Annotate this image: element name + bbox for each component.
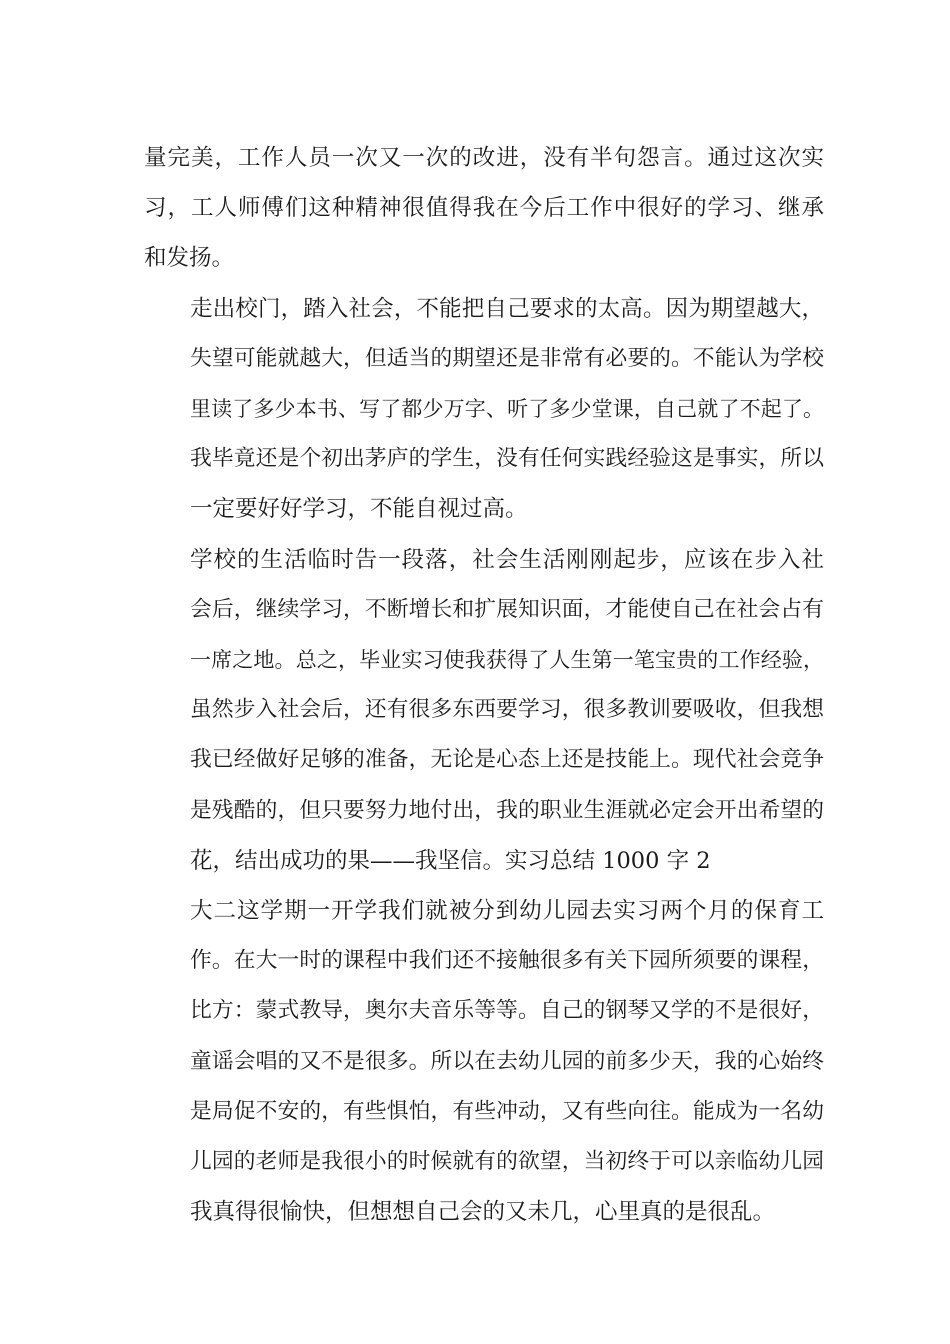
text-line: 和发扬。: [144, 245, 235, 272]
text-line: 儿园的老师是我很小的时候就有的欲望，当初终于可以亲临幼儿园: [190, 1149, 824, 1175]
body-text: [144, 133, 824, 1237]
text-line: 会后，继续学习，不断增长和扩展知识面，才能使自己在社会占有: [190, 596, 824, 622]
text-line: 我毕竟还是个初出茅庐的学生，没有任何实践经验这是事实，所以: [190, 446, 824, 472]
text-line: 我已经做好足够的准备，无论是心态上还是技能上。现代社会竞争: [190, 747, 824, 773]
paragraph-3: [144, 535, 824, 886]
text-line: 一定要好好学习，不能自视过高。: [190, 496, 528, 523]
text-line: 失望可能就越大，但适当的期望还是非常有必要的。不能认为学校: [190, 345, 824, 371]
text-line: 童谣会唱的又不是很多。所以在去幼儿园的前多少天，我的心始终: [190, 1048, 824, 1074]
text-line: 是局促不安的，有些惧怕，有些冲动，又有些向往。能成为一名幼: [190, 1098, 824, 1124]
text-line: 量完美，工作人员一次又一次的改进，没有半句怨言。通过这次实: [144, 145, 824, 171]
text-line: 走出校门，踏入社会，不能把自己要求的太高。因为期望越大，: [190, 295, 824, 322]
text-line: 花，结出成功的果——我坚信。实习总结 1000 字 2: [190, 847, 711, 874]
text-line: 比方：蒙式教导，奥尔夫音乐等等。自己的钢琴又学的不是很好，: [190, 998, 824, 1024]
text-line: 里读了多少本书、写了都少万字、听了多少堂课，自己就了不起了。: [190, 397, 824, 422]
text-line: 是残酷的，但只要努力地付出，我的职业生涯就必定会开出希望的: [190, 797, 824, 823]
text-line: 我真得很愉快，但想想自己会的又未几，心里真的是很乱。: [190, 1199, 776, 1226]
text-line: 一席之地。总之，毕业实习使我获得了人生第一笔宝贵的工作经验，: [190, 648, 824, 673]
paragraph-1: [144, 133, 824, 284]
text-line: 学校的生活临时告一段落，社会生活刚刚起步，应该在步入社: [190, 546, 824, 573]
text-line: 习，工人师傅们这种精神很值得我在今后工作中很好的学习、继承: [144, 195, 824, 222]
text-line: 虽然步入社会后，还有很多东西要学习，很多教训要吸收，但我想: [190, 697, 824, 723]
paragraph-2: [144, 284, 824, 535]
paragraph-4: [144, 886, 824, 1237]
text-line: 作。在大一时的课程中我们还不接触很多有关下园所须要的课程，: [190, 948, 824, 974]
text-line: 大二这学期一开学我们就被分到幼儿园去实习两个月的保育工: [190, 898, 824, 925]
